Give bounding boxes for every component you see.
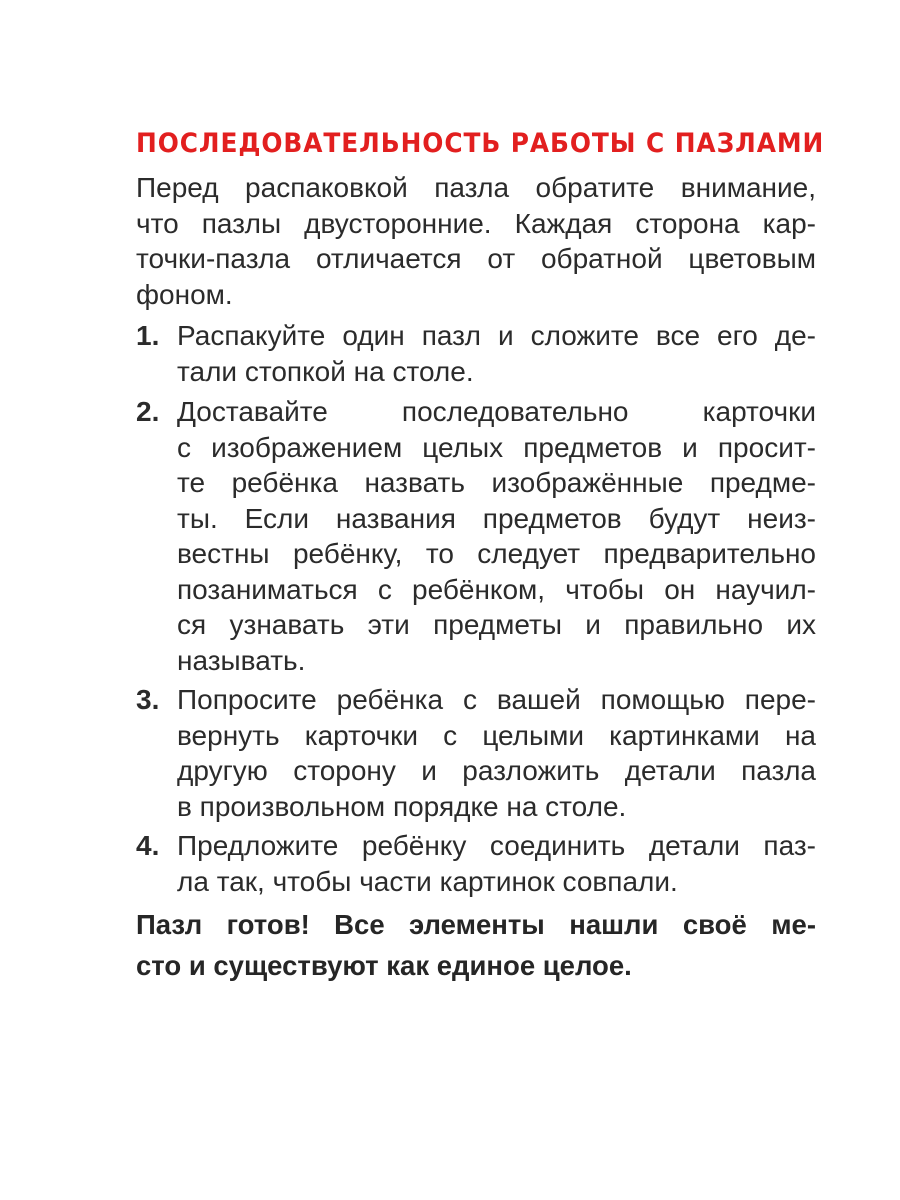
step-line: позаниматься с ребёнком, чтобы он научил- <box>177 573 816 605</box>
step-line: другую сторону и разложить детали пазла <box>177 755 816 786</box>
step-text <box>177 394 816 678</box>
intro-paragraph <box>136 170 816 312</box>
step-line: в произвольном порядке на столе. <box>177 790 627 822</box>
intro-line: фоном. <box>136 278 233 310</box>
conclusion-line: сто и существуют как единое целое. <box>136 950 632 981</box>
page-title: ПОСЛЕДОВАТЕЛЬНОСТЬ РАБОТЫ С ПАЗЛАМИ <box>136 128 825 159</box>
intro-line: Перед распаковкой пазла обратите внимание, <box>136 172 816 203</box>
step-line: ла так, чтобы части картинок совпали. <box>177 865 678 897</box>
step-line: ся узнавать эти предметы и правильно их <box>177 609 816 640</box>
conclusion-line: Пазл готов! Все элементы нашли своё ме- <box>136 909 816 940</box>
step-line: те ребёнка назвать изображённые предме- <box>177 467 816 498</box>
step-line: с изображением целых предметов и просит- <box>177 431 816 463</box>
step-line: ты. Если названия предметов будут неиз- <box>177 502 816 534</box>
step-text <box>177 828 816 899</box>
intro-line: точки-пазла отличается от обратной цветовым <box>136 243 816 274</box>
intro-line: что пазлы двусторонние. Каждая сторона кар- <box>136 207 816 239</box>
step-line: называть. <box>177 644 306 676</box>
step-line: Доставайте последовательно карточки <box>177 396 816 427</box>
step-line: Распакуйте один пазл и сложите все его де- <box>177 320 816 351</box>
step-text <box>177 682 816 824</box>
step-number: 1. <box>136 320 160 351</box>
step-number: 4. <box>136 830 160 861</box>
step-line: тали стопкой на столе. <box>177 355 474 387</box>
step-text <box>177 318 816 389</box>
step-number: 3. <box>136 684 160 715</box>
step-line: Попросите ребёнка с вашей помощью пере- <box>177 684 816 715</box>
step-line: Предложите ребёнку соединить детали паз- <box>177 830 816 861</box>
step-line: вестны ребёнку, то следует предварительно <box>177 538 816 569</box>
step-number: 2. <box>136 396 160 427</box>
step-line: вернуть карточки с целыми картинками на <box>177 719 816 751</box>
conclusion-paragraph <box>136 904 816 986</box>
